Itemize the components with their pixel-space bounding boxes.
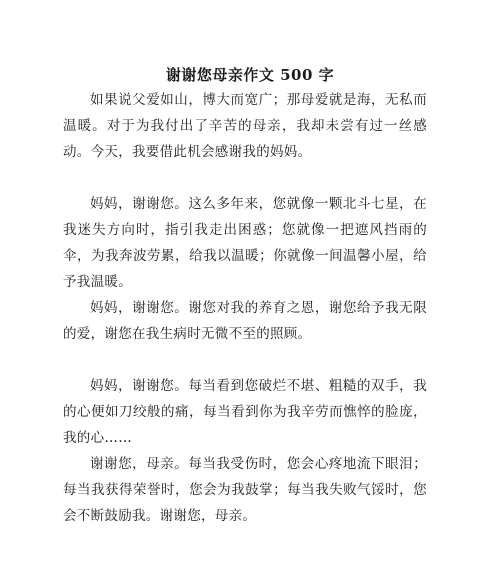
paragraph-1: 如果说父爱如山，博大而宽广；那母爱就是海，无私而温暖。对于为我付出了辛苦的母亲，我却未尝有过一丝感动。今天，我要借此机会感谢我的妈妈。	[63, 92, 427, 160]
paragraph-4: 妈妈，谢谢您。每当看到您破烂不堪、粗糙的双手，我的心便如刀绞般的痛，每当看到你为我辛劳而憔悴的脸庞，我的心……	[63, 378, 427, 446]
paragraph-5: 谢谢您，母亲。每当我受伤时，您会心疼地流下眼泪；每当我获得荣誉时，您会为我鼓掌；每当我失败气馁时，您会不断鼓励我。谢谢您，母亲。	[63, 456, 427, 524]
document-title: 谢谢您母亲作文 500 字	[165, 66, 335, 84]
paragraph-2: 妈妈，谢谢您。这么多年来，您就像一颗北斗七星，在我迷失方向时，指引我走出困惑；您就像一把遮风挡雨的伞，为我奔波劳累，给我以温暖；你就像一间温馨小屋，给予我温暖。	[63, 196, 427, 290]
paragraph-3: 妈妈，谢谢您。谢您对我的养育之恩，谢您给予我无限的爱，谢您在我生病时无微不至的照顾。	[63, 300, 427, 342]
